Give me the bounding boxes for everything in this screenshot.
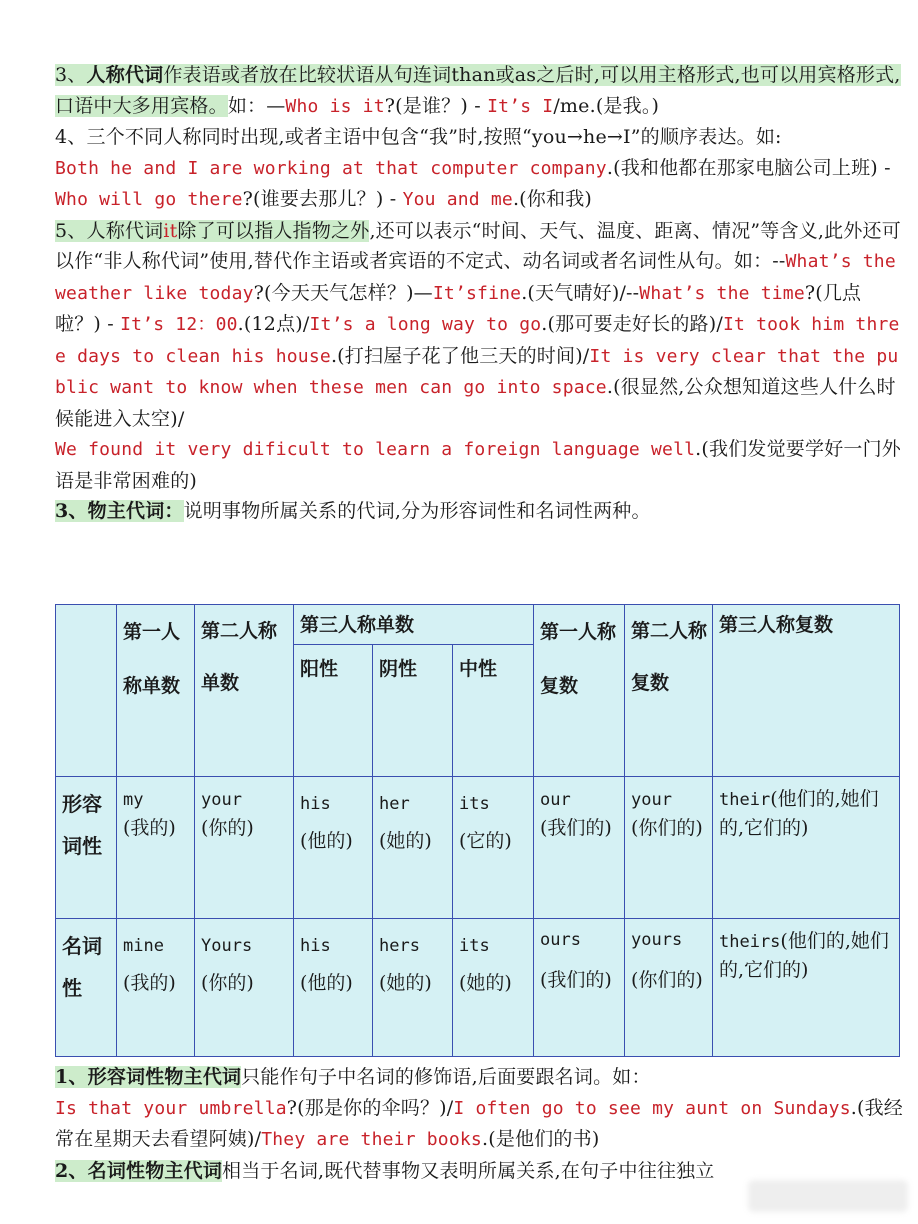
col-third-singular: 第三人称单数 bbox=[294, 605, 534, 645]
table-cell: ours (我们的) bbox=[534, 919, 625, 1057]
possessive-pronoun-table bbox=[55, 604, 900, 1057]
table-cell: their(他们的,她们的,它们的) bbox=[713, 777, 900, 919]
table-cell: our (我们的) bbox=[534, 777, 625, 919]
table-cell: yours (你们的) bbox=[625, 919, 713, 1057]
row-header-noun: 名词性 bbox=[56, 919, 117, 1057]
watermark-blur bbox=[748, 1180, 908, 1212]
col-second-singular: 第二人称单数 bbox=[195, 605, 294, 777]
row-header-adjective: 形容词性 bbox=[56, 777, 117, 919]
table-cell: mine (我的) bbox=[117, 919, 195, 1057]
col-second-plural: 第二人称复数 bbox=[625, 605, 713, 777]
rule-adjective-possessive: 1、形容词性物主代词只能作句子中名词的修饰语,后面要跟名词。如： Is that your umbrella?(那是你的伞吗？)/I often go to see my aunt on Sundays.(我经常在星期天去看望阿姨)/They are their books.(是他们的书) bbox=[55, 1066, 904, 1150]
table-cell: my (我的) bbox=[117, 777, 195, 919]
col-masculine: 阳性 bbox=[294, 645, 373, 777]
rule-4-order: 4、三个不同人称同时出现,或者主语中包含“我”时,按照“you→he→I”的顺序表达。如: Both he and I are working at that computer company.(我和他都在那家电脑公司上班) - Who will go there?(谁要去那儿？) - You and me.(你和我) bbox=[55, 126, 891, 210]
grammar-notes bbox=[55, 60, 905, 527]
table-cell: his (他的) bbox=[294, 777, 373, 919]
table-row-noun bbox=[56, 919, 900, 1057]
col-feminine: 阴性 bbox=[373, 645, 453, 777]
table-cell: its (她的) bbox=[453, 919, 534, 1057]
table-cell: its (它的) bbox=[453, 777, 534, 919]
table-cell: your (你们的) bbox=[625, 777, 713, 919]
table-cell: your (你的) bbox=[195, 777, 294, 919]
col-third-plural: 第三人称复数 bbox=[713, 605, 900, 777]
rule-noun-possessive: 2、名词性物主代词相当于名词,既代替事物又表明所属关系,在句子中往往独立 bbox=[55, 1159, 715, 1182]
table-cell: hers (她的) bbox=[373, 919, 453, 1057]
table-row-adjective bbox=[56, 777, 900, 919]
table-cell: her (她的) bbox=[373, 777, 453, 919]
possessive-heading: 3、物主代词：说明事物所属关系的代词,分为形容词性和名词性两种。 bbox=[55, 500, 651, 522]
rule-3-personal-pronoun: 3、人称代词作表语或者放在比较状语从句连词than或as之后时,可以用主格形式,也可以用宾格形式,口语中大多用宾格。如：—Who is it?(是谁？) - It’s I/me.(是我。) bbox=[55, 64, 901, 117]
col-neuter: 中性 bbox=[453, 645, 534, 777]
table-cell: his (他的) bbox=[294, 919, 373, 1057]
table-cell: theirs(他们的,她们的,它们的) bbox=[713, 919, 900, 1057]
possessive-rules bbox=[55, 1062, 905, 1186]
rule-5-it: 5、人称代词it除了可以指人指物之外,还可以表示“时间、天气、温度、距离、情况”等含义,此外还可以作“非人称代词”使用,替代作主语或者宾语的不定式、动名词或者名词性从句。如：--What’s the weather like today?(今天天气怎样？)—It’sfine.(天气晴好)/--What’s the time?(几点啦？) - It’s 12：00.(12点)/It’s a long way to go.(那可要走好长的路)/It took him three days to clean his house.(打扫屋子花了他三天的时间)/It is very clear that the public want to know when these men can go into space.(很显然,公众想知道这些人什么时候能进入太空)/ We found it very dificult to learn a foreign language well.(我们发觉要学好一门外语是非常困难的) bbox=[55, 219, 902, 492]
table-corner bbox=[56, 605, 117, 777]
col-first-plural: 第一人称复数 bbox=[534, 605, 625, 777]
col-first-singular: 第一人称单数 bbox=[117, 605, 195, 777]
table-cell: Yours (你的) bbox=[195, 919, 294, 1057]
